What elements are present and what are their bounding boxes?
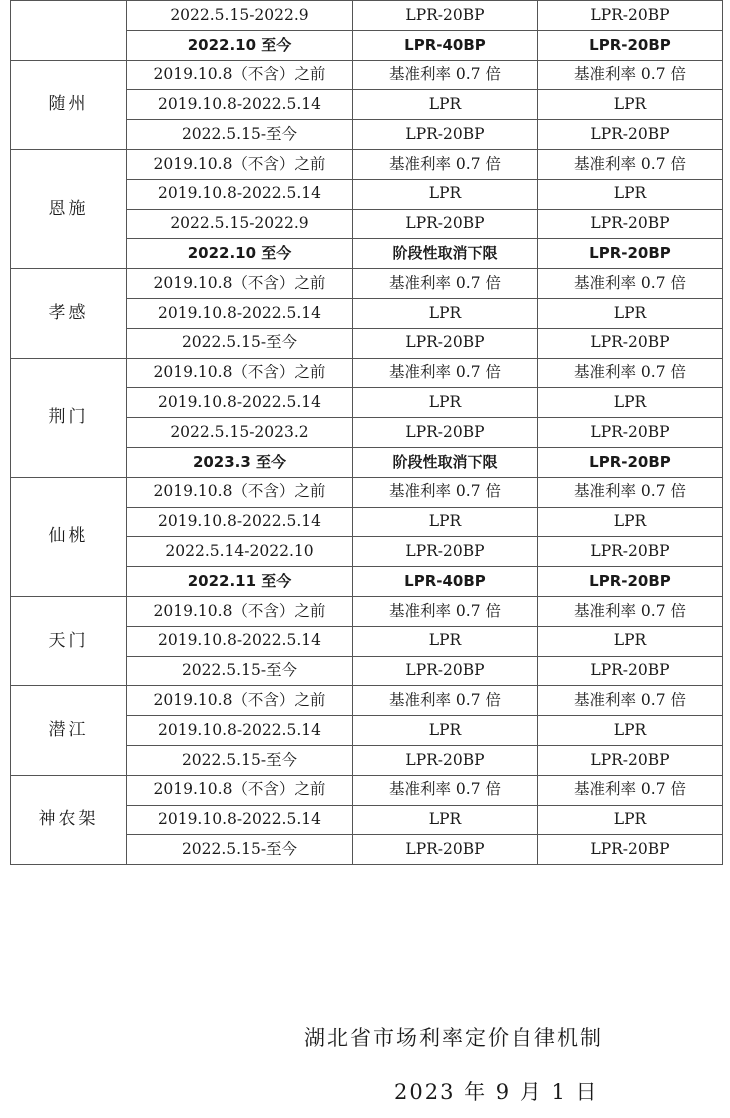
period-cell: 2019.10.8-2022.5.14	[127, 507, 353, 537]
table-row	[11, 149, 723, 179]
period-cell: 2019.10.8（不含）之前	[127, 269, 353, 299]
city-cell: 荆门	[11, 358, 127, 477]
rate-b-cell: LPR-20BP	[538, 835, 723, 865]
rate-b-cell: LPR-20BP	[538, 745, 723, 775]
rate-a-cell: 基准利率 0.7 倍	[353, 775, 538, 805]
rate-a-cell: LPR-20BP	[353, 328, 538, 358]
city-cell	[11, 1, 127, 61]
rate-a-cell: LPR	[353, 716, 538, 746]
rate-a-cell: 基准利率 0.7 倍	[353, 358, 538, 388]
rate-a-cell: LPR	[353, 298, 538, 328]
rate-b-cell: LPR-20BP	[538, 537, 723, 567]
period-cell: 2022.11 至今	[127, 567, 353, 597]
period-cell: 2019.10.8-2022.5.14	[127, 179, 353, 209]
period-cell: 2019.10.8-2022.5.14	[127, 388, 353, 418]
period-cell: 2019.10.8-2022.5.14	[127, 298, 353, 328]
period-cell: 2023.3 至今	[127, 447, 353, 477]
rate-a-cell: LPR-20BP	[353, 120, 538, 150]
rate-a-cell: LPR	[353, 507, 538, 537]
rate-b-cell: LPR	[538, 716, 723, 746]
rate-b-cell: LPR-20BP	[538, 328, 723, 358]
rate-a-cell: LPR-40BP	[353, 30, 538, 60]
rate-b-cell: LPR-20BP	[538, 656, 723, 686]
rate-b-cell: LPR	[538, 298, 723, 328]
table-row	[11, 358, 723, 388]
period-cell: 2022.5.15-2022.9	[127, 209, 353, 239]
rate-b-cell: 基准利率 0.7 倍	[538, 149, 723, 179]
rate-a-cell: LPR	[353, 805, 538, 835]
city-cell: 孝感	[11, 269, 127, 358]
table-row	[11, 775, 723, 805]
period-cell: 2019.10.8（不含）之前	[127, 596, 353, 626]
rate-b-cell: LPR-20BP	[538, 120, 723, 150]
city-cell: 潜江	[11, 686, 127, 775]
rate-a-cell: LPR-20BP	[353, 209, 538, 239]
period-cell: 2022.5.15-2023.2	[127, 418, 353, 448]
rate-a-cell: LPR-20BP	[353, 745, 538, 775]
rate-b-cell: LPR	[538, 388, 723, 418]
table-row	[11, 686, 723, 716]
rate-a-cell: LPR	[353, 90, 538, 120]
rate-b-cell: LPR-20BP	[538, 418, 723, 448]
rate-b-cell: 基准利率 0.7 倍	[538, 775, 723, 805]
rate-a-cell: 基准利率 0.7 倍	[353, 596, 538, 626]
rate-b-cell: LPR	[538, 179, 723, 209]
rate-b-cell: LPR-20BP	[538, 209, 723, 239]
table-row	[11, 477, 723, 507]
table-row	[11, 1, 723, 31]
rate-a-cell: LPR	[353, 626, 538, 656]
city-cell: 天门	[11, 596, 127, 685]
rate-a-cell: LPR-20BP	[353, 835, 538, 865]
table-row	[11, 596, 723, 626]
rate-b-cell: LPR	[538, 90, 723, 120]
rate-a-cell: 基准利率 0.7 倍	[353, 269, 538, 299]
city-cell: 神农架	[11, 775, 127, 864]
rate-a-cell: LPR-20BP	[353, 418, 538, 448]
period-cell: 2022.5.15-至今	[127, 656, 353, 686]
period-cell: 2019.10.8-2022.5.14	[127, 716, 353, 746]
issue-date: 2023 年 9 月 1 日	[394, 1080, 599, 1104]
rate-a-cell: LPR-20BP	[353, 537, 538, 567]
period-cell: 2019.10.8-2022.5.14	[127, 805, 353, 835]
rate-a-cell: 基准利率 0.7 倍	[353, 60, 538, 90]
rate-b-cell: 基准利率 0.7 倍	[538, 477, 723, 507]
period-cell: 2019.10.8（不含）之前	[127, 686, 353, 716]
table-row	[11, 269, 723, 299]
period-cell: 2019.10.8（不含）之前	[127, 60, 353, 90]
rate-a-cell: LPR	[353, 179, 538, 209]
period-cell: 2022.5.15-至今	[127, 120, 353, 150]
rate-a-cell: 阶段性取消下限	[353, 239, 538, 269]
rate-b-cell: 基准利率 0.7 倍	[538, 269, 723, 299]
rate-table	[10, 0, 723, 865]
period-cell: 2022.5.15-至今	[127, 835, 353, 865]
rate-b-cell: LPR-20BP	[538, 447, 723, 477]
city-cell: 随州	[11, 60, 127, 149]
rate-a-cell: LPR-40BP	[353, 567, 538, 597]
period-cell: 2019.10.8（不含）之前	[127, 775, 353, 805]
rate-a-cell: 阶段性取消下限	[353, 447, 538, 477]
period-cell: 2022.5.14-2022.10	[127, 537, 353, 567]
rate-b-cell: 基准利率 0.7 倍	[538, 60, 723, 90]
rate-a-cell: 基准利率 0.7 倍	[353, 477, 538, 507]
city-cell: 仙桃	[11, 477, 127, 596]
rate-a-cell: 基准利率 0.7 倍	[353, 149, 538, 179]
period-cell: 2019.10.8（不含）之前	[127, 149, 353, 179]
period-cell: 2019.10.8（不含）之前	[127, 477, 353, 507]
rate-b-cell: 基准利率 0.7 倍	[538, 358, 723, 388]
rate-a-cell: LPR-20BP	[353, 1, 538, 31]
rate-b-cell: 基准利率 0.7 倍	[538, 596, 723, 626]
period-cell: 2019.10.8-2022.5.14	[127, 626, 353, 656]
period-cell: 2022.5.15-至今	[127, 328, 353, 358]
table-row	[11, 60, 723, 90]
rate-b-cell: LPR-20BP	[538, 30, 723, 60]
rate-table-body	[11, 1, 723, 865]
city-cell: 恩施	[11, 149, 127, 268]
rate-b-cell: LPR	[538, 805, 723, 835]
rate-b-cell: LPR-20BP	[538, 1, 723, 31]
period-cell: 2022.10 至今	[127, 239, 353, 269]
rate-b-cell: 基准利率 0.7 倍	[538, 686, 723, 716]
period-cell: 2022.5.15-至今	[127, 745, 353, 775]
rate-a-cell: LPR	[353, 388, 538, 418]
rate-b-cell: LPR-20BP	[538, 567, 723, 597]
period-cell: 2019.10.8（不含）之前	[127, 358, 353, 388]
rate-b-cell: LPR	[538, 507, 723, 537]
rate-a-cell: 基准利率 0.7 倍	[353, 686, 538, 716]
period-cell: 2022.10 至今	[127, 30, 353, 60]
rate-b-cell: LPR	[538, 626, 723, 656]
rate-a-cell: LPR-20BP	[353, 656, 538, 686]
rate-b-cell: LPR-20BP	[538, 239, 723, 269]
period-cell: 2019.10.8-2022.5.14	[127, 90, 353, 120]
issuing-organization: 湖北省市场利率定价自律机制	[304, 1026, 603, 1050]
period-cell: 2022.5.15-2022.9	[127, 1, 353, 31]
